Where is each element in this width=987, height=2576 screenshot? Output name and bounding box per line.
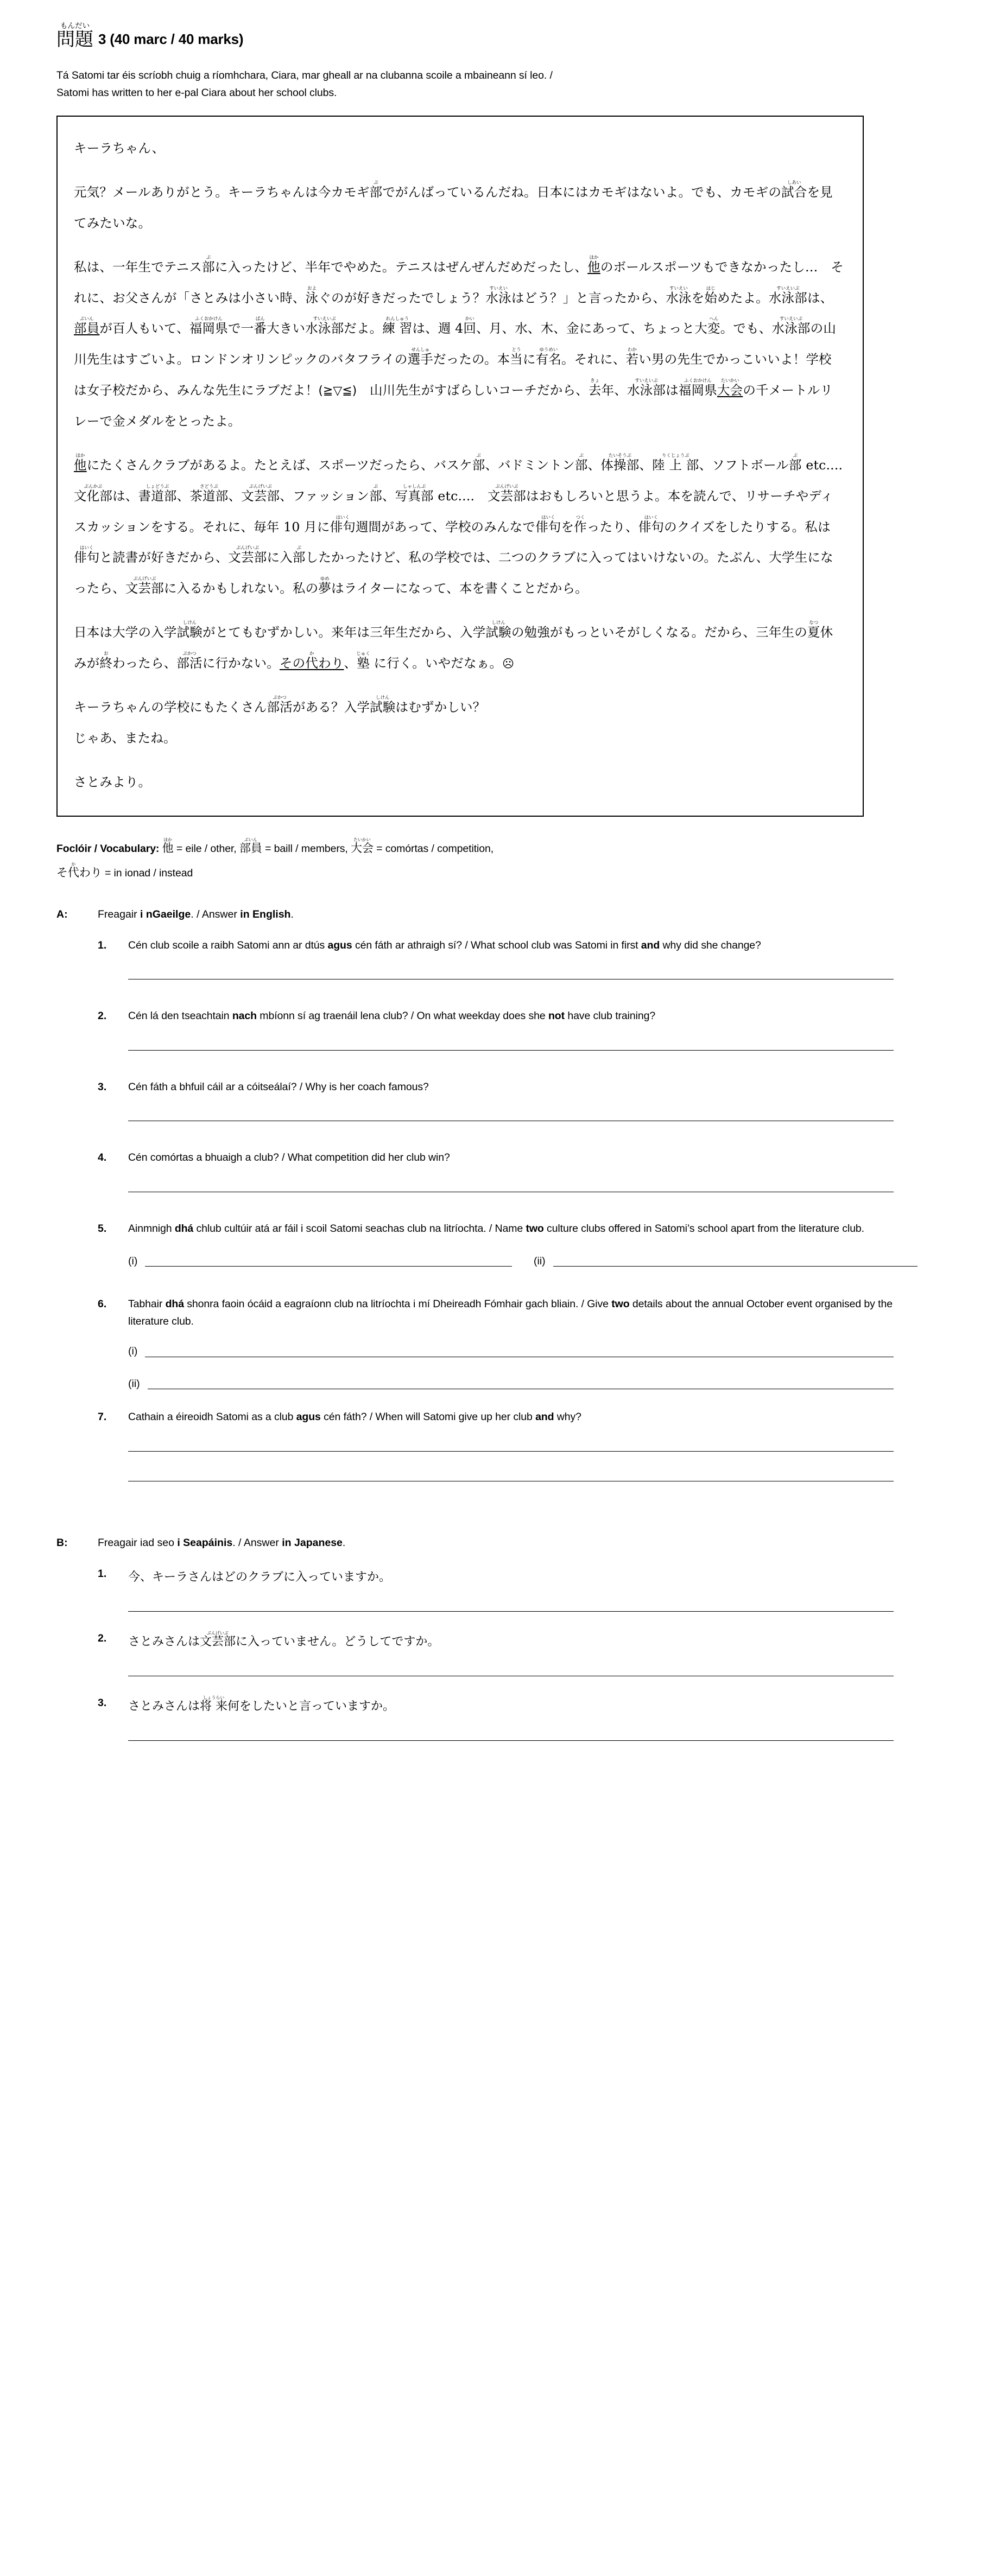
vocab-entry-2: 部員ぶいん (239, 837, 262, 855)
answer-line[interactable] (145, 1266, 512, 1267)
question-item (56, 1630, 931, 1695)
question-number-7: 7. (98, 1411, 107, 1423)
section-a (56, 908, 931, 1481)
happy-kaomoji: (≧▽≦) (318, 384, 357, 398)
question-number-3: 3. (98, 1080, 107, 1093)
subpart-label-ii: (ii) (128, 1377, 140, 1390)
vocab-entry-3: 大会たいかい (351, 837, 374, 855)
vocabulary-label: Foclóir / Vocabulary: (56, 843, 160, 855)
question-body-4 (128, 1149, 931, 1220)
question-body-6 (128, 1296, 931, 1409)
jp-question-number-3: 3. (98, 1696, 107, 1709)
letter-paragraph-3: 他ほかにたくさんクラブがあるよ。たとえば、スポーツだったら、バスケ部ぶ、バドミントン部ぶ、体操部たいそうぶ、陸 上 部りくじょうぶ、ソフトボール部ぶ etc.... 文化部ぶんかぶは、書道部しょどうぶ、茶道部さどうぶ、文芸部ぶんげいぶ、ファッション部ぶ、写真部しゃしんぶ etc.... 文芸部ぶんげいぶはおもしろいと思うよ。本を読んで、リサーチやディスカッションをする。それに、毎年 10 月に俳句はいく週間があって、学校のみんなで俳句はいくを作つくったり、俳句はいくのクイズをしたりする。私は俳句はいくと読書が好きだから、文芸部ぶんげいぶに入部ぶしたかったけど、私の学校では、二つのクラブに入ってはいけないの。たぶん、大学生になったら、文芸部ぶんげいぶに入るかもしれない。私の夢ゆめはライターになって、本を書くことだから。 (74, 452, 856, 596)
vocab-gloss-3: = comórtas / competition, (373, 843, 494, 855)
question-text-7: Cathain a éireoidh Satomi as a club agus cén fáth? / When will Satomi give up her club and why? (128, 1411, 581, 1423)
letter-signoff: さとみより。 (74, 774, 151, 790)
section-b (56, 1537, 931, 1759)
vocabulary-section (56, 836, 931, 884)
answer-line[interactable] (553, 1266, 918, 1267)
question-text-4: Cén comórtas a bhuaigh a club? / What competition did her club win? (128, 1152, 450, 1164)
section-a-letter: A: (56, 908, 68, 920)
question-item (56, 1079, 931, 1150)
question-heading-number-marks (93, 31, 243, 49)
question-body-2 (128, 1008, 931, 1079)
question-number-2: 2. (98, 1010, 107, 1022)
jp-question-text-3: さとみさんは将 来しょうらい何をしたいと言っていますか。 (128, 1695, 395, 1713)
answer-subpart-ii (128, 1379, 918, 1390)
question-body-1 (128, 937, 931, 1008)
vocab-entry-4: そ代かわり (56, 861, 102, 879)
letter-paragraph-5: キーラちゃんの学校にもたくさん部活ぶかつがある？入学試験しけんはむずかしい？ じゃあ、またね。 (74, 694, 486, 746)
vocab-gloss-2: = baill / members, (262, 843, 348, 855)
section-b-header (56, 1537, 931, 1549)
question-item (56, 1566, 931, 1630)
underlined-sonokawari: その代わりか (279, 651, 344, 671)
question-item (56, 1695, 931, 1759)
question-text-1: Cén club scoile a raibh Satomi ann ar dtús agus cén fáth ar athraigh sí? / What school club was Satomi in first and why did she change? (128, 939, 761, 951)
letter-salutation: キーラちゃん、 (74, 141, 165, 156)
answer-subparts-6 (128, 1346, 918, 1389)
section-gap (56, 1490, 931, 1537)
vocab-entry-1: 他ほか (162, 837, 174, 855)
question-heading-japanese: 問題もんだい (56, 22, 93, 50)
question-item (56, 1296, 931, 1409)
answer-line[interactable] (128, 1740, 894, 1741)
answer-subpart-i (128, 1346, 918, 1357)
answer-lines-7 (128, 1451, 894, 1481)
question-body-5 (128, 1220, 931, 1296)
frowning-face-emoji: ☹ (502, 657, 515, 671)
question-item (56, 1220, 931, 1296)
question-number: 3 (98, 31, 106, 47)
subpart-label-i: (i) (128, 1255, 138, 1267)
letter-paragraph-1: 元気？メールありがとう。キーラちゃんは今カモギ部ぶでがんばっているんだね。日本にはカモギはないよ。でも、カモギの試合しあいを見てみたいな。 (74, 180, 833, 231)
page-title (56, 22, 931, 49)
answer-line[interactable] (128, 1050, 894, 1051)
jp-question-number-2: 2. (98, 1632, 107, 1644)
question-text-6: Tabhair dhá shonra faoin ócáid a eagraíonn club na litríochta i mí Dheireadh Fómhair gach bliain. / Give two details about the annual October event organised by the literature club. (128, 1298, 893, 1327)
jp-question-body-2 (128, 1630, 931, 1695)
jp-question-body-3 (128, 1695, 931, 1759)
question-number-5: 5. (98, 1222, 107, 1235)
letter-paragraph-2: 私は、一年生でテニス部ぶに入ったけど、半年でやめた。テニスはぜんぜんだめだったし、他ほかのボールスポーツもできなかったし… それに、お父さんが「さとみは小さい時、泳およぐのが好きだったでしょう？水泳すいえいはどう？」と言ったから、水泳すいえいを始はじめたよ。水泳部すいえいぶは、部員ぶいんが百人もいて、福岡県ふくおかけんで一番ばん大きい水泳部すいえいぶだよ。練 習れんしゅうは、週 4回かい、月、水、木、金にあって、ちょっと大変へん。でも、水泳部すいえいぶの山川先生はすごいよ。ロンドンオリンピックのバタフライの選手せんしゅだったの。本当とうに有名ゆうめい。それに、若わかい男の先生でかっこいいよ！学校は女子校だから、みんな先生にラブだよ！(≧▽≦) 山川先生がすばらしいコーチだから、去きょ年、水泳部すいえいぶは福岡県ふくおかけん大会たいかいの千メートルリレーで金メダルをとったよ。 (74, 254, 844, 429)
letter-paragraph-4: 日本は大学の入学試験しけんがとてもむずかしい。来年は三年生だから、入学試験しけんの勉強がもっといそがしくなる。だから、三年生の夏なつ休みが終おわったら、部活ぶかつに行かない。その代わりか、塾じゅく に行く。いやだなぁ。☹ (74, 620, 833, 671)
question-item (56, 1409, 931, 1481)
jp-question-number-1: 1. (98, 1567, 107, 1580)
section-a-question-list (56, 937, 931, 1481)
vocab-gloss-4: = in ionad / instead (102, 867, 193, 879)
question-text-5: Ainmnigh dhá chlub cultúir atá ar fáil i scoil Satomi seachas club na litríochta. / Name two culture clubs offered in Satomi’s school apart from the literature club. (128, 1222, 864, 1235)
subpart-label-i: (i) (128, 1345, 138, 1358)
subpart-label-ii: (ii) (534, 1255, 546, 1267)
question-body-7 (128, 1409, 931, 1481)
jp-question-body-1 (128, 1566, 931, 1630)
vocab-gloss-1: = eile / other, (173, 843, 237, 855)
intro-irish: Tá Satomi tar éis scríobh chuig a ríomhchara, Ciara, mar gheall ar na clubanna scoile a mbaineann sí leo. / (56, 69, 553, 81)
section-b-instruction: Freagair iad seo i Seapáinis. / Answer in Japanese. (98, 1536, 346, 1549)
intro-english: Satomi has written to her e-pal Ciara about her school clubs. (56, 86, 337, 99)
question-item (56, 1149, 931, 1220)
marks-label: (40 marc / 40 marks) (110, 31, 244, 47)
answer-subpart-ii (534, 1256, 918, 1267)
answer-subpart-i (128, 1256, 512, 1267)
question-item (56, 1008, 931, 1079)
question-item (56, 937, 931, 1008)
answer-line[interactable] (128, 1451, 894, 1452)
jp-question-text-1: 今、キーラさんはどのクラブに入っていますか。 (128, 1570, 391, 1584)
answer-subparts-5 (128, 1256, 918, 1267)
question-number-6: 6. (98, 1298, 107, 1311)
section-b-question-list (56, 1566, 931, 1759)
question-number-1: 1. (98, 939, 107, 951)
section-a-instruction: Freagair i nGaeilge. / Answer in English. (98, 908, 294, 920)
section-b-letter: B: (56, 1536, 68, 1549)
jp-question-text-2: さとみさんは文芸部ぶんげいぶに入っていません。どうしてですか。 (128, 1630, 440, 1649)
section-a-header (56, 908, 931, 921)
intro-text (56, 67, 931, 101)
question-text-3: Cén fáth a bhfuil cáil ar a cóitseálaí? / Why is her coach famous? (128, 1080, 429, 1093)
question-number-4: 4. (98, 1152, 107, 1164)
letter-box (56, 116, 864, 817)
question-text-2: Cén lá den tseachtain nach mbíonn sí ag traenáil lena club? / On what weekday does she not have club training? (128, 1010, 656, 1022)
question-body-3 (128, 1079, 931, 1150)
answer-line[interactable] (128, 1611, 894, 1612)
letter-japanese-text (74, 133, 856, 797)
